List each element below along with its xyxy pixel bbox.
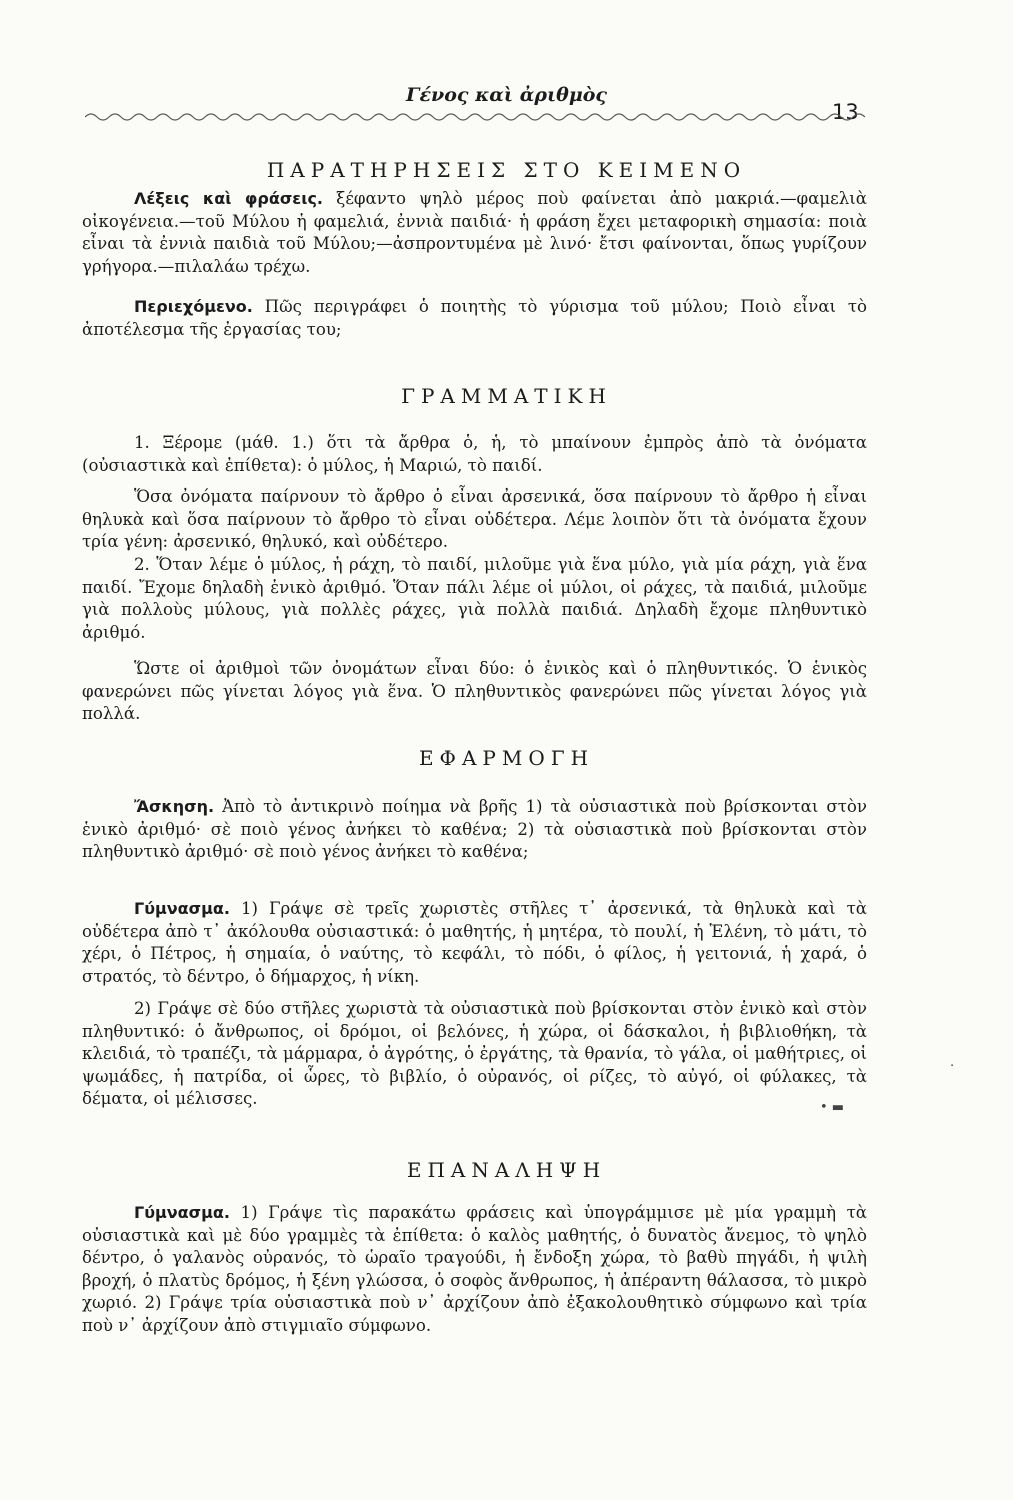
exercise-lead: Ἄσκηση. — [134, 797, 215, 816]
section-heading-grammar: ΓΡΑΜΜΑΤΙΚΗ — [401, 384, 612, 408]
print-speck: • ▬ — [820, 1100, 845, 1115]
running-title: Γένος καὶ ἀριθμὸς — [405, 84, 608, 106]
drill-paragraph-1 — [82, 898, 867, 988]
review-drill-lead: Γύμνασμα. — [134, 1203, 230, 1222]
exercise-text: Ἀπὸ τὸ ἀντικρινὸ ποίημα νὰ βρῆς 1) τὰ οὐσιαστικὰ ποὺ βρίσκονται στὸν ἑνικὸ ἀριθμό· σὲ ποιὸ γένος ἀνήκει τὸ καθένα; 2) τὰ οὐσιαστικὰ ποὺ βρίσκονται στὸν πληθυντικὸ ἀριθμό· σὲ ποιὸ γένος ἀνήκει τὸ καθένα; — [82, 797, 867, 862]
section-heading-review: ΕΠΑΝΑΛΗΨΗ — [406, 1158, 607, 1182]
content-lead: Περιεχόμενο. — [134, 297, 253, 316]
grammar-paragraph-3: 2. Ὅταν λέμε ὁ μύλος, ἡ ράχη, τὸ παιδί, μιλοῦμε γιὰ ἕνα μύλο, γιὰ μία ράχη, γιὰ ἕνα παιδί. Ἔχομε δηλαδὴ ἑνικὸ ἀριθμό. Ὅταν πάλι λέμε οἱ μύλοι, οἱ ράχες, τὰ παιδιά, μιλοῦμε γιὰ πολλοὺς μύλους, γιὰ πολλὲς ράχες, γιὰ πολλὰ παιδιά. Δηλαδὴ ἔχομε πληθυντικὸ ἀριθμό. — [82, 555, 867, 642]
print-speck: . — [950, 1055, 955, 1070]
drill-lead: Γύμνασμα. — [134, 899, 230, 918]
words-and-phrases-paragraph — [82, 188, 867, 278]
section-heading-application: ΕΦΑΡΜΟΓΗ — [418, 746, 595, 770]
review-drill-text: 1) Γράψε τὶς παρακάτω φράσεις καὶ ὑπογράμμισε μὲ μία γραμμὴ τὰ οὐσιαστικὰ καὶ μὲ δύο γραμμὲς τὰ ἐπίθετα: ὁ καλὸς μαθητής, ὁ δυνατὸς ἄνεμος, τὸ ψηλὸ δέντρο, ὁ γαλανὸς οὐρανός, τὸ ὡραῖο τραγούδι, ἡ ἔνδοξη χώρα, τὸ βαθὺ πηγάδι, ἡ ψιλὴ βροχή, ὁ πλατὺς δρόμος, ἡ ξένη γλώσσα, ὁ σοφὸς ἄνθρωπος, ἡ ἀπέραντη θάλασσα, τὸ μικρὸ χωριό. 2) Γράψε τρία οὐσιαστικὰ ποὺ ν᾽ ἀρχίζουν ἀπὸ ἐξακολουθητικὸ σύμφωνο καὶ τρία ποὺ ν᾽ ἀρχίζουν ἀπὸ στιγμιαῖο σύμφωνο. — [82, 1203, 867, 1335]
content-paragraph — [82, 296, 867, 341]
drill-text: 1) Γράψε σὲ τρεῖς χωριστὲς στῆλες τ᾽ ἀρσενικά, τὰ θηλυκὰ καὶ τὰ οὐδέτερα ἀπὸ τ᾽ ἀκόλουθα οὐσιαστικά: ὁ μαθητής, ἡ μητέρα, τὸ πουλί, ἡ Ἑλένη, τὸ μάτι, τὸ χέρι, ὁ Πέτρος, ἡ σημαία, ὁ ναύτης, τὸ κεφάλι, τὸ πόδι, ὁ φίλος, ἡ γειτονιά, ἡ χαρά, ὁ στρατός, τὸ δέντρο, ὁ δήμαρχος, ἡ νίκη. — [82, 899, 867, 986]
section-heading-text-notes: ΠΑΡΑΤΗΡΗΣΕΙΣ ΣΤΟ ΚΕΙΜΕΝΟ — [266, 158, 747, 182]
drill-paragraph-2: 2) Γράψε σὲ δύο στῆλες χωριστὰ τὰ οὐσιαστικὰ ποὺ βρίσκονται στὸν ἑνικὸ καὶ στὸν πληθυντικό: ὁ ἄνθρωπος, οἱ δρόμοι, οἱ βελόνες, ἡ χώρα, οἱ δάσκαλοι, ἡ βιβλιοθήκη, τὰ κλειδιά, τὸ τραπέζι, τὰ μάρμαρα, ὁ ἀγρότης, ὁ ἐργάτης, τὰ θρανία, τὸ γάλα, οἱ μαθήτριες, οἱ ψωμάδες, ἡ πατρίδα, οἱ ὧρες, τὸ βιβλίο, ὁ οὐρανός, οἱ ρίζες, τὸ αὐγό, οἱ φύλακες, τὰ δέματα, οἱ μέλισσες. — [82, 999, 867, 1109]
review-drill-paragraph — [82, 1202, 867, 1338]
exercise-paragraph — [82, 796, 867, 864]
wavy-header-rule — [85, 110, 865, 124]
page-number: 13 — [832, 100, 859, 124]
content-text: Πῶς περιγράφει ὁ ποιητὴς τὸ γύρισμα τοῦ μύλου; Ποιὸ εἶναι τὸ ἀποτέλεσμα τῆς ἐργασίας του; — [82, 297, 867, 339]
grammar-paragraph-1: 1. Ξέρομε (μάθ. 1.) ὅτι τὰ ἄρθρα ὁ, ἡ, τὸ μπαίνουν ἐμπρὸς ἀπὸ τὰ ὀνόματα (οὐσιαστικὰ καὶ ἐπίθετα): ὁ μύλος, ἡ Μαριώ, τὸ παιδί. — [82, 433, 867, 475]
grammar-paragraph-4: Ὥστε οἱ ἀριθμοὶ τῶν ὀνομάτων εἶναι δύο: ὁ ἑνικὸς καὶ ὁ πληθυντικός. Ὁ ἑνικὸς φανερώνει πῶς γίνεται λόγος γιὰ ἕνα. Ὁ πληθυντικὸς φανερώνει πῶς γίνεται λόγος γιὰ πολλά. — [82, 659, 867, 724]
words-text: ξέφαντο ψηλὸ μέρος ποὺ φαίνεται ἀπὸ μακριά.—φαμελιὰ οἰκογένεια.—τοῦ Μύλου ἡ φαμελιά, ἐννιὰ παιδιά· ἡ φράση ἔχει μεταφορικὴ σημασία: ποιὰ εἶναι τὰ ἐννιὰ παιδιὰ τοῦ Μύλου;—ἀσπροντυμένα μὲ λινό· ἔτσι φαίνονται, ὅπως γυρίζουν γρήγορα.—πιλαλάω τρέχω. — [82, 189, 867, 276]
words-lead: Λέξεις καὶ φράσεις. — [134, 189, 324, 208]
grammar-paragraph-2: Ὅσα ὀνόματα παίρνουν τὸ ἄρθρο ὁ εἶναι ἀρσενικά, ὅσα παίρνουν τὸ ἄρθρο ἡ εἶναι θηλυκὰ καὶ ὅσα παίρνουν τὸ ἄρθρο τὸ εἶναι οὐδέτερα. Λέμε λοιπὸν ὅτι τὰ ὀνόματα ἔχουν τρία γένη: ἀρσενικό, θηλυκό, καὶ οὐδέτερο. — [82, 487, 867, 552]
